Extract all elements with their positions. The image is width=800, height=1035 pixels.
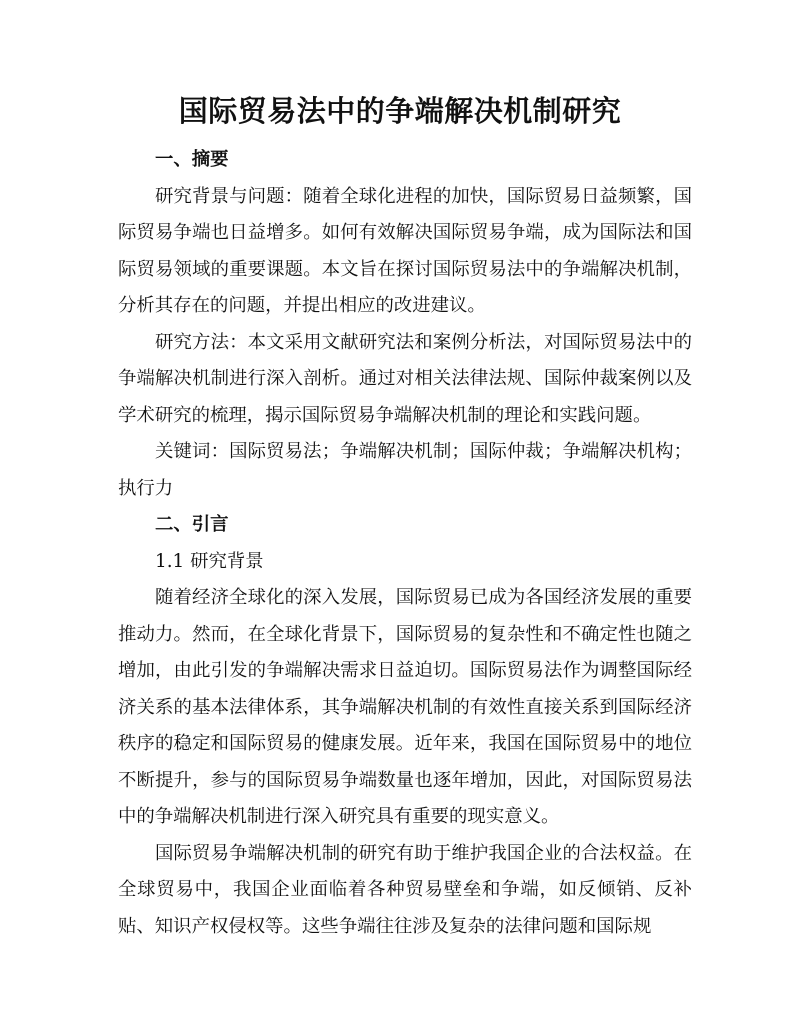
abstract-background-paragraph: 研究背景与问题：随着全球化进程的加快，国际贸易日益频繁，国际贸易争端也日益增多。如何有效解决国际贸易争端，成为国际法和国际贸易领域的重要课题。本文旨在探讨国际贸易法中的争端解决机制，分析其存在的问题，并提出相应的改进建议。 <box>118 185 692 316</box>
document-title: 国际贸易法中的争端解决机制研究 <box>178 94 622 128</box>
subsection-heading-background: 1.1 研究背景 <box>155 550 264 572</box>
keywords-paragraph: 关键词：国际贸易法；争端解决机制；国际仲裁；争端解决机构；执行力 <box>118 441 692 499</box>
background-paragraph-2: 国际贸易争端解决机制的研究有助于维护我国企业的合法权益。在全球贸易中，我国企业面临着各种贸易壁垒和争端，如反倾销、反补贴、知识产权侵权等。这些争端往往涉及复杂的法律问题和国际规 <box>118 842 692 937</box>
section-heading-introduction: 二、引言 <box>155 514 229 535</box>
document-body <box>118 142 692 945</box>
abstract-method-paragraph: 研究方法：本文采用文献研究法和案例分析法，对国际贸易法中的争端解决机制进行深入剖析。通过对相关法律法规、国际仲裁案例以及学术研究的梳理，揭示国际贸易争端解决机制的理论和实践问题。 <box>118 331 692 426</box>
section-heading-abstract: 一、摘要 <box>155 149 229 170</box>
background-paragraph-1: 随着经济全球化的深入发展，国际贸易已成为各国经济发展的重要推动力。然而，在全球化背景下，国际贸易的复杂性和不确定性也随之增加，由此引发的争端解决需求日益迫切。国际贸易法作为调整国际经济关系的基本法律体系，其争端解决机制的有效性直接关系到国际经济秩序的稳定和国际贸易的健康发展。近年来，我国在国际贸易中的地位不断提升，参与的国际贸易争端数量也逐年增加，因此，对国际贸易法中的争端解决机制进行深入研究具有重要的现实意义。 <box>118 587 692 827</box>
